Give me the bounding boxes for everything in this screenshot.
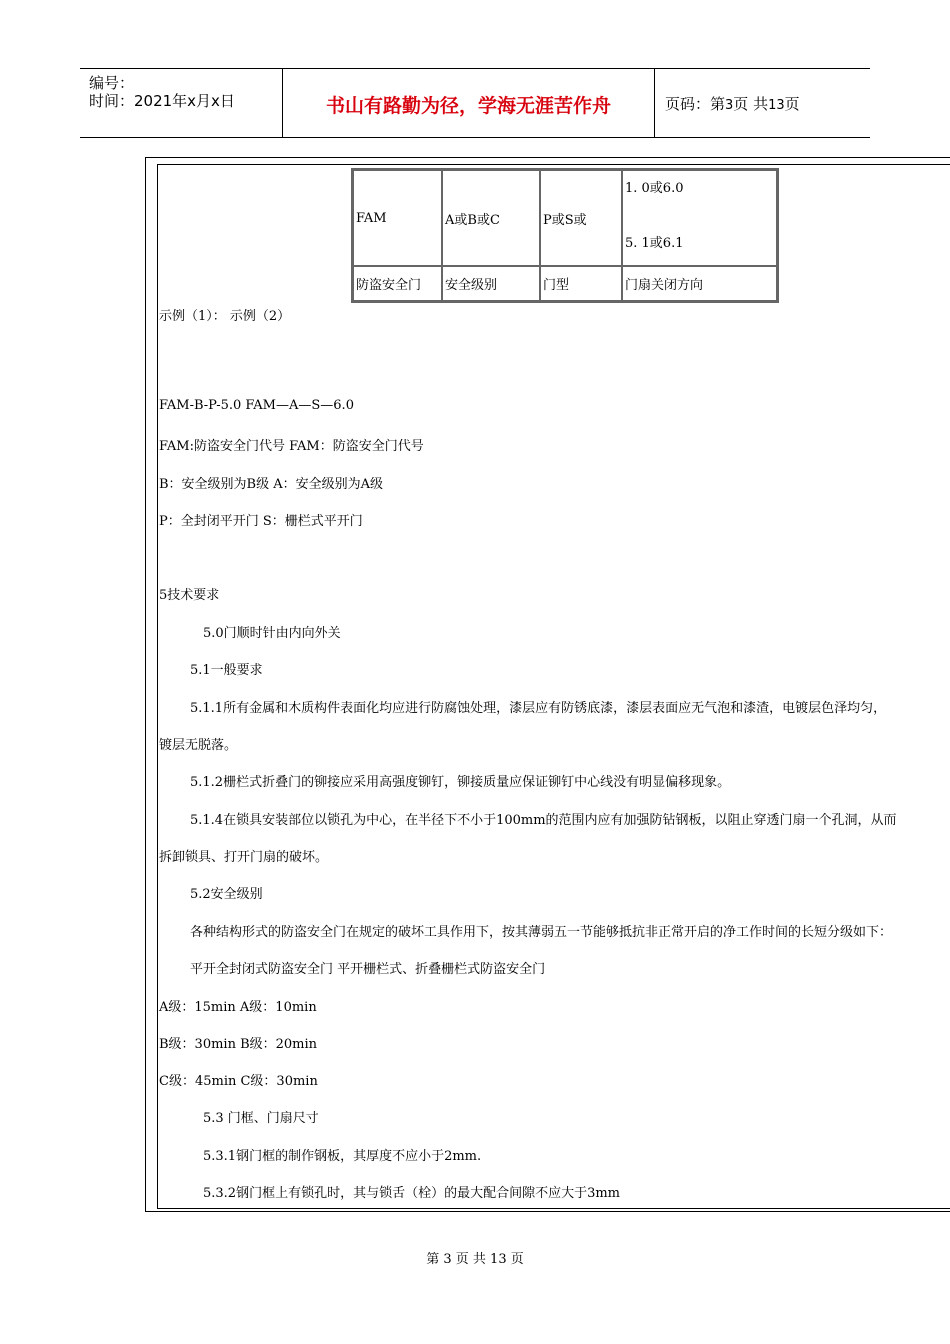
- clause-text: 5.3.1钢门框的制作钢板，其厚度不应小于2mm.: [203, 1149, 482, 1164]
- clause-text: 5.1.4在锁具安装部位以锁孔为中心，在半径下不小于100mm的范围内应有加强防钻钢板，以阻止穿透门扇一个孔洞，从而: [190, 813, 897, 828]
- closing-direction-option-1: 1. 0或6.0: [625, 181, 684, 196]
- clause-text: 5.1.1所有金属和木质构件表面化均应进行防腐蚀处理，漆层应有防锈底漆，漆层表面应无气泡和漆渣，电镀层色泽均匀，: [190, 701, 887, 716]
- clause-text: 镀层无脱落。: [159, 738, 238, 753]
- header-motto: 书山有路勤为径，学海无涯苦作舟: [325, 95, 611, 117]
- example-codes: FAM-B-P-5.0 FAM—A—S—6.0: [159, 398, 354, 413]
- example-line: P：全封闭平开门 S：栅栏式平开门: [159, 514, 363, 529]
- clause-text: 各种结构形式的防盗安全门在规定的破坏工具作用下，按其薄弱五一节能够抵抗非正常开启的净工作时间的长短分级如下：: [190, 925, 893, 940]
- section-heading: 5.3 门框、门扇尺寸: [203, 1111, 319, 1126]
- section-heading: 5.1一般要求: [190, 663, 263, 678]
- clause-text: 5.1.2栅栏式折叠门的铆接应采用高强度铆钉，铆接质量应保证铆钉中心线没有明显偏移现象。: [190, 775, 731, 790]
- clause-text: 平开全封闭式防盗安全门 平开栅栏式、折叠栅栏式防盗安全门: [190, 962, 546, 977]
- page-header: [80, 68, 870, 138]
- example-line: B：安全级别为B级 A：安全级别为A级: [159, 477, 384, 492]
- clause-text: 5.0门顺时针由内向外关: [203, 626, 341, 641]
- header-page-cell: [655, 69, 870, 137]
- table-cell: 门扇关闭方向: [622, 266, 777, 301]
- table-cell: P或S或: [540, 170, 622, 266]
- product-code-table: [351, 168, 779, 303]
- table-cell: 安全级别: [442, 266, 540, 301]
- header-meta-cell: [80, 69, 283, 137]
- table-cell: A或B或C: [442, 170, 540, 266]
- section-heading: 5.2安全级别: [190, 887, 263, 902]
- table-cell: 门型: [540, 266, 622, 301]
- section-heading: 5技术要求: [159, 588, 220, 603]
- header-page-number: 页码：第3页 共13页: [665, 95, 800, 113]
- grade-line: A级：15min A级：10min: [159, 1000, 317, 1015]
- example-line: FAM:防盗安全门代号 FAM：防盗安全门代号: [159, 439, 424, 454]
- table-row: [353, 266, 777, 301]
- table-row: [353, 170, 777, 266]
- header-motto-cell: [283, 69, 655, 137]
- table-cell: [622, 170, 777, 266]
- example-heading: 示例（1）： 示例（2）: [159, 309, 291, 324]
- table-cell: 防盗安全门: [353, 266, 442, 301]
- table-cell: FAM: [353, 170, 442, 266]
- grade-line: B级：30min B级：20min: [159, 1037, 318, 1052]
- doc-code-label: 编号：: [89, 74, 135, 92]
- clause-text: 拆卸锁具、打开门扇的破坏。: [159, 850, 329, 865]
- doc-time-label: 时间：2021年x月x日: [89, 92, 235, 110]
- page-footer: 第 3 页 共 13 页: [426, 1252, 524, 1267]
- grade-line: C级：45min C级：30min: [159, 1074, 318, 1089]
- closing-direction-option-2: 5. 1或6.1: [625, 236, 684, 251]
- clause-text: 5.3.2钢门框上有锁孔时，其与锁舌（栓）的最大配合间隙不应大于3mm: [203, 1186, 621, 1201]
